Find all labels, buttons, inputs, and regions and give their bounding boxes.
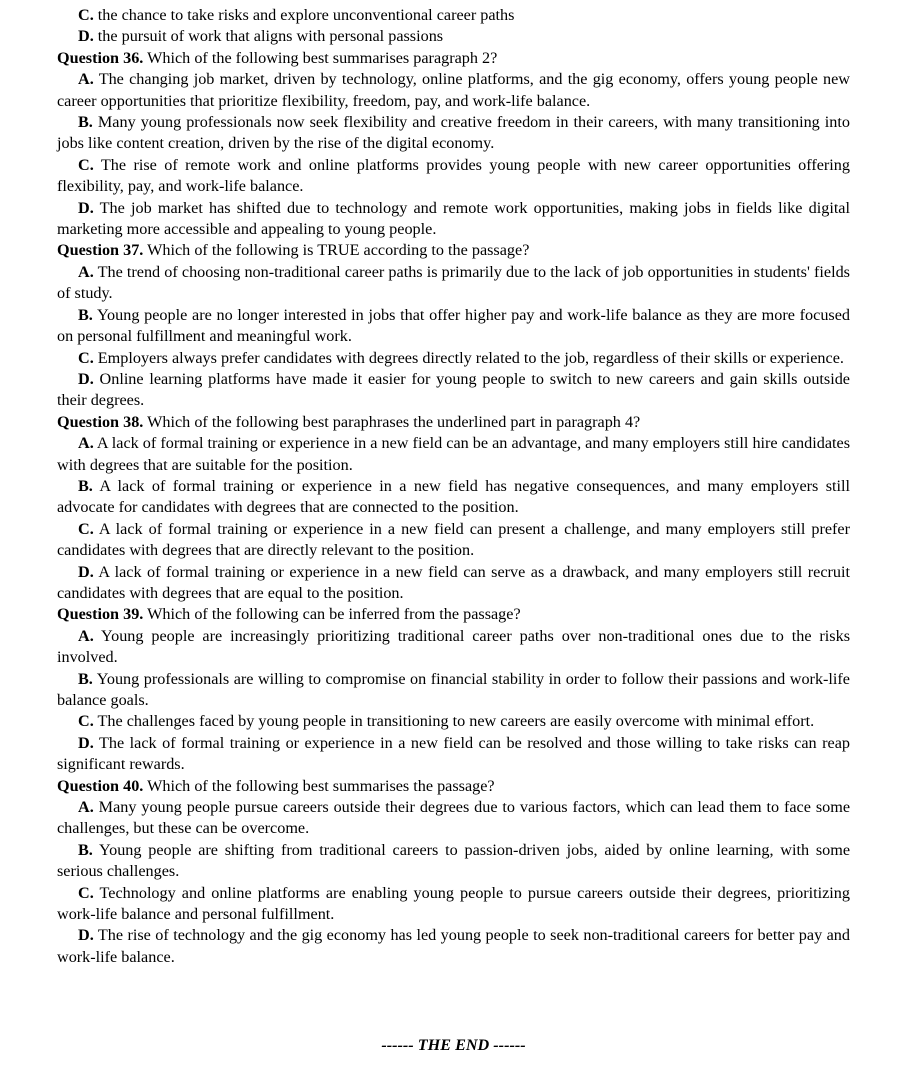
option-text: The challenges faced by young people in transitioning to new careers are easily overcome with minimal effort. xyxy=(97,712,815,731)
option-item xyxy=(57,5,850,26)
question-stem xyxy=(57,776,850,797)
option-text: A lack of formal training or experience in a new field can serve as a drawback, and many employers still recruit candidates with degrees that are equal to the position. xyxy=(57,562,850,602)
option-letter: B. xyxy=(78,840,93,859)
option-letter: A. xyxy=(78,798,94,817)
option-letter: C. xyxy=(78,155,94,174)
option-letter: A. xyxy=(78,434,94,453)
option-letter: D. xyxy=(78,27,94,46)
option-text: A lack of formal training or experience in a new field can present a challenge, and many employers still prefer candidates with degrees that are directly relevant to the position. xyxy=(57,519,850,560)
option-item xyxy=(57,348,850,369)
option-item xyxy=(57,519,850,562)
option-letter: D. xyxy=(78,198,94,217)
option-letter: C. xyxy=(78,519,94,538)
question-block xyxy=(57,776,850,969)
option-letter: D. xyxy=(78,369,94,388)
option-item xyxy=(57,155,850,198)
option-item xyxy=(57,840,850,883)
question-block xyxy=(57,48,850,241)
option-text: Young people are increasingly prioritizing traditional career paths over non-traditional ones due to the risks involved. xyxy=(57,626,850,667)
option-text: Young people are shifting from traditional careers to passion-driven jobs, aided by online learning, with some serious challenges. xyxy=(57,840,850,881)
option-text: A lack of formal training or experience in a new field has negative consequences, and many employers still advocate for candidates with degrees that are connected to the position. xyxy=(57,476,850,517)
option-letter: C. xyxy=(78,348,94,367)
option-item xyxy=(57,198,850,241)
question-text: Which of the following is TRUE according to the passage? xyxy=(147,241,530,260)
option-item xyxy=(57,69,850,112)
question-text: Which of the following can be inferred from the passage? xyxy=(147,605,521,624)
option-text: Employers always prefer candidates with degrees directly related to the job, regardless of their skills or experience. xyxy=(97,348,844,367)
option-item xyxy=(57,305,850,348)
question-text: Which of the following best summarises the passage? xyxy=(147,776,495,795)
question-label: Question 37. xyxy=(57,241,144,260)
option-text: Many young professionals now seek flexibility and creative freedom in their careers, with many transitioning into jobs like content creation, driven by the rise of the digital economy. xyxy=(57,113,850,153)
option-text: The lack of formal training or experience in a new field can be resolved and those willing to take risks can reap significant rewards. xyxy=(57,733,850,774)
option-letter: A. xyxy=(78,262,94,281)
option-text: the pursuit of work that aligns with personal passions xyxy=(97,27,444,46)
option-item xyxy=(57,112,850,155)
question-stem xyxy=(57,604,850,625)
option-item xyxy=(57,369,850,412)
question-label: Question 40. xyxy=(57,776,144,795)
question-stem xyxy=(57,412,850,433)
option-text: A lack of formal training or experience in a new field can be an advantage, and many employers still hire candidates with degrees that are suitable for the position. xyxy=(57,434,850,474)
option-letter: B. xyxy=(78,113,93,132)
option-letter: D. xyxy=(78,733,94,752)
question-block xyxy=(57,240,850,411)
option-text: the chance to take risks and explore unconventional career paths xyxy=(97,6,515,24)
option-item xyxy=(57,925,850,968)
option-letter: B. xyxy=(78,476,93,495)
option-text: Technology and online platforms are enabling young people to pursue careers outside their degrees, prioritizing work-life balance and personal fulfillment. xyxy=(57,883,850,924)
question-label: Question 38. xyxy=(57,412,144,431)
question-label: Question 39. xyxy=(57,605,144,624)
the-end-marker: ------ THE END ------ xyxy=(381,1036,526,1054)
option-letter: C. xyxy=(78,712,94,731)
question-stem xyxy=(57,48,850,69)
option-item xyxy=(57,733,850,776)
question-stem xyxy=(57,240,850,261)
option-text: Online learning platforms have made it easier for young people to switch to new careers and gain skills outside their degrees. xyxy=(57,369,850,410)
option-text: Many young people pursue careers outside their degrees due to various factors, which can lead them to face some challenges, but these can be overcome. xyxy=(57,798,851,838)
option-item xyxy=(57,626,850,669)
option-item xyxy=(57,711,850,732)
question-label: Question 36. xyxy=(57,48,144,67)
option-item xyxy=(57,26,850,47)
option-item xyxy=(57,883,850,926)
option-item xyxy=(57,433,850,476)
option-item xyxy=(57,262,850,305)
question-block xyxy=(57,604,850,775)
option-letter: C. xyxy=(78,6,94,24)
option-letter: B. xyxy=(78,669,93,688)
option-letter: D. xyxy=(78,926,94,945)
option-text: The rise of technology and the gig economy has led young people to seek non-traditional careers for better pay and work-life balance. xyxy=(57,926,850,966)
option-text: The changing job market, driven by technology, online platforms, and the gig economy, offers young people new career opportunities that prioritize flexibility, freedom, pay, and work-life balance. xyxy=(57,70,850,110)
option-text: Young people are no longer interested in jobs that offer higher pay and work-life balance as they are more focused on personal fulfillment and meaningful work. xyxy=(57,305,850,346)
option-item xyxy=(57,797,850,840)
option-text: The trend of choosing non-traditional career paths is primarily due to the lack of job opportunities in students' fields of study. xyxy=(57,262,850,303)
option-item xyxy=(57,669,850,712)
option-text: Young professionals are willing to compromise on financial stability in order to follow their passions and work-life balance goals. xyxy=(57,669,850,709)
option-item xyxy=(57,562,850,605)
option-text: The rise of remote work and online platforms provides young people with new career opportunities offering flexibility, pay, and work-life balance. xyxy=(57,155,850,196)
option-item xyxy=(57,476,850,519)
option-letter: A. xyxy=(78,626,94,645)
question-text: Which of the following best summarises paragraph 2? xyxy=(147,48,498,67)
carryover-options xyxy=(57,5,850,48)
option-letter: B. xyxy=(78,305,93,324)
option-text: The job market has shifted due to technology and remote work opportunities, making jobs in fields like digital marketing more accessible and appealing to young people. xyxy=(57,198,850,239)
question-text: Which of the following best paraphrases the underlined part in paragraph 4? xyxy=(147,412,641,431)
question-block xyxy=(57,412,850,605)
option-letter: A. xyxy=(78,70,94,89)
option-letter: D. xyxy=(78,562,94,581)
option-letter: C. xyxy=(78,883,94,902)
